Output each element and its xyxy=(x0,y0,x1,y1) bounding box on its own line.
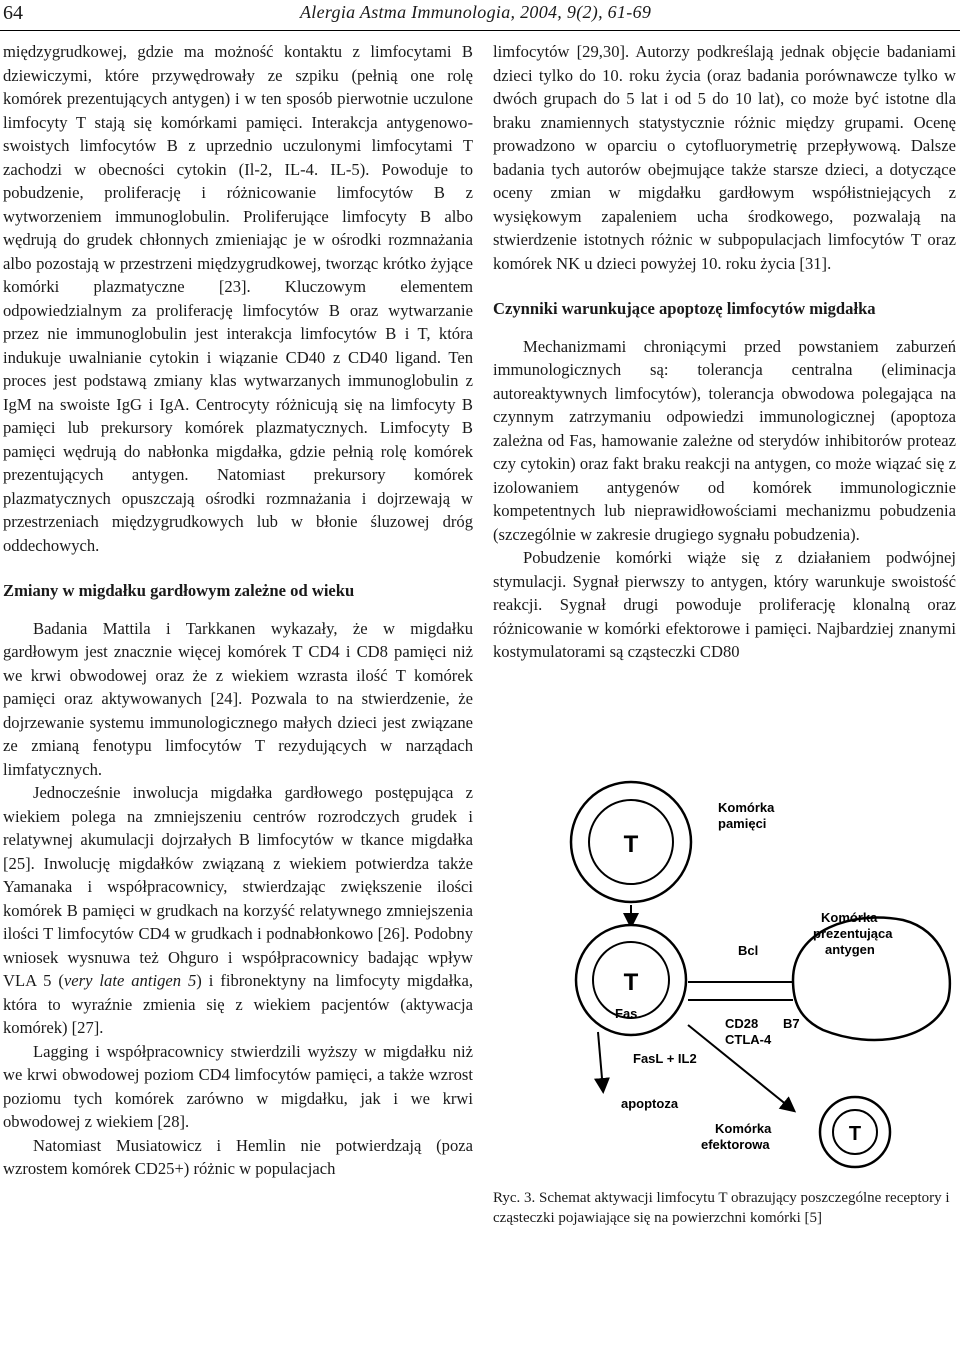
paragraph: Mechanizmami chroniącymi przed powstaniem zaburzeń immunologicznych są: tolerancja centralna (eliminacja autoreaktywnych limfocytów), tolerancja obwodowa polegająca na czynnym zatrzymaniu odpowiedzi immunologicznej (apoptoza zależna od Fas, hamowanie zależne od sterydów inhibitorów proteaz czy cytokin) oraz fakt braku reakcji na antygen, co może wiązać się z izolowaniem antygenów od komórek immunologicznie kompetentnych lub nieprawidłowościami mechanizmu pobudzenia (szczególnie w zakresie drugiego sygnału pobudzenia). xyxy=(493,336,956,544)
svg-text:T: T xyxy=(623,831,639,858)
arrow xyxy=(598,1032,603,1090)
right-column xyxy=(493,40,956,664)
effector-label: efektorowa xyxy=(701,1137,770,1152)
cd28-label: CD28 xyxy=(725,1016,759,1031)
figure-caption: Ryc. 3. Schemat aktywacji limfocytu T obrazujący poszczególne receptory i cząsteczki pojawiające się na powierzchni komórki [5] xyxy=(493,1190,950,1226)
paragraph: Jednocześnie inwolucja migdałka gardłowego postępująca z wiekiem polega na zmniejszeniu centrów rozrodczych grudek i relatywnej akumulacji dojrzałych B limfocytów w tkance migdałka [25]. Inwolucję migdałków związaną z wiekiem potwierdza także Yamanaka i współpracownicy, stwierdzając zwiększenie ilości komórek B pamięci w grudkach na korzyść relatywnego zmniejszenia ilości T limfocytów CD4 w grudkach i podnabłonkowo [26]. Podobny wniosek wysnuwa też Ohguro i współpracownicy badając wpływ VLA 5 (very late antigen 5) i fibronektyny na limfocyty migdałka, która to wyraźnie zmienia się z wiekiem pacjentów (aktywacja komórek) [27]. xyxy=(3,783,473,1037)
fas-label: Fas xyxy=(615,1006,638,1021)
apc-label: prezentująca xyxy=(813,926,893,941)
paragraph: limfocytów [29,30]. Autorzy podkreślają jednak objęcie badaniami dzieci tylko do 10. roku życia (oraz badania porównawcze tylko w dwóch grupach do 5 lat i od 5 do 10 lat), co może być istotne dla braku znamiennych statystycznie różnic między grupami. Ocenę prowadzono w oparciu o cytofluorymetrię przepływową. Dalsze badania tych autorów obejmujące także starsze dzieci, a dotyczące oceny zmian w migdałku gardłowym współistniejących z wysiękowym zapaleniem ucha środkowego, pozwalają na stwierdzenie istotnych różnic w subpopulacjach limfocytów T oraz komórek NK u dzieci powyżej 10. roku życia [31]. xyxy=(493,42,956,273)
memory-label: pamięci xyxy=(718,816,767,831)
svg-text:T: T xyxy=(848,1123,862,1145)
header-rule xyxy=(0,30,960,31)
paragraph: międzygrudkowej, gdzie ma możność kontaktu z limfocytami B dziewiczymi, które przywędrowały ze szpiku (pełnią one rolę komórek prezentujących antygen) i w ten sposób pierwotnie uczulone limfocyty T stają się komórkami pamięci. Interakcja antygenowo-swoistych limfocytów B z uprzednio uczulonymi limfocytami T zachodzi w obecności cytokin (Il-2, IL-4. IL-5). Powoduje to pobudzenie, proliferację i różnicowanie limfocytów B z wytworzeniem immunoglobulin. Proliferujące limfocyty B albo wędrują do grudek chłonnych zmieniając je w ośrodki rozmnażania albo pozostają w przestrzeni międzygrudkowej, tworząc krótko żyjące komórki plazmatyczne [23]. Kluczowym elementem odpowiedzialnym za proliferację limfocytów B oraz wytwarzanie przez nie immunoglobulin jest interakcja limfocytów B i T, która indukuje uwalnianie cytokin i wiązanie CD40 z CD40 ligand. Ten proces jest podstawą zmiany klas wytwarzanych immunoglobulin z IgM na swoiste IgG i IgA. Centrocyty różnicują się na limfocyty B pamięci lub prekursory komórek plazmatycznych. Limfocyty B pamięci wędrują do nabłonka migdałka, gdzie pełnią rolę komórek prezentujących antygen. Natomiast prekursory komórek plazmatycznych opuszczają ośrodki rozmnażania i dojrzewają w przestrzeniach międzygrudkowych lub w błonie śluzowej dróg oddechowych. xyxy=(3,42,473,555)
journal-title: Alergia Astma Immunologia, 2004, 9(2), 61-69 xyxy=(300,2,652,22)
fasl-label: FasL + IL2 xyxy=(633,1051,697,1066)
apoptoza-label: apoptoza xyxy=(621,1096,679,1111)
paragraph: Natomiast Musiatowicz i Hemlin nie potwierdzają (poza wzrostem komórek CD25+) różnic w populacjach xyxy=(3,1135,473,1178)
apc-label: Komórka xyxy=(821,910,878,925)
figure-diagram xyxy=(493,760,956,1170)
memory-label: Komórka xyxy=(718,800,775,815)
paragraph: Lagging i współpracownicy stwierdzili wyższy w migdałku niż we krwi obwodowej poziom CD4 limfocytów pamięci, a także wzrost poziomu tych komórek zarówno w migdałku, jak i we krwi obwodowej z wiekiem [28]. xyxy=(3,1041,473,1131)
b7-label: B7 xyxy=(783,1016,800,1031)
bcl-label: Bcl xyxy=(738,943,759,958)
paragraph: Pobudzenie komórki wiąże się z działaniem podwójnej stymulacji. Sygnał pierwszy to antygen, który warunkuje swoistość reakcji. Sygnał drugi powoduje proliferację klonalną oraz różnicowanie w komórki efektorowe i pamięci. Najbardziej znanymi kostymulatorami są cząsteczki CD80 xyxy=(493,548,956,661)
ctla4-label: CTLA-4 xyxy=(725,1032,772,1047)
effector-t-cell xyxy=(820,1097,890,1167)
memory-t-cell xyxy=(571,782,691,902)
page-number: 64 xyxy=(3,2,23,24)
left-column xyxy=(3,40,473,1181)
paragraph: Badania Mattila i Tarkkanen wykazały, że w migdałku gardłowym jest znacznie więcej komórek T CD4 i CD8 pamięci niż we krwi obwodowej oraz że z wiekiem wzrasta ilość T komórek pamięci oraz aktywowanych [24]. Pozwala to na stwierdzenie, że dojrzewanie systemu immunologicznego małych dzieci jest związane ze zmianą fenotypu limfocytów T rezydujących w narządach limfatycznych. xyxy=(3,618,473,779)
section-heading: Czynniki warunkujące apoptozę limfocytów migdałka xyxy=(493,299,876,318)
apc-label: antygen xyxy=(825,942,875,957)
section-heading: Zmiany w migdałku gardłowym zależne od wieku xyxy=(3,581,355,600)
effector-label: Komórka xyxy=(715,1121,772,1136)
page-header xyxy=(0,0,960,34)
svg-text:T: T xyxy=(623,969,639,996)
